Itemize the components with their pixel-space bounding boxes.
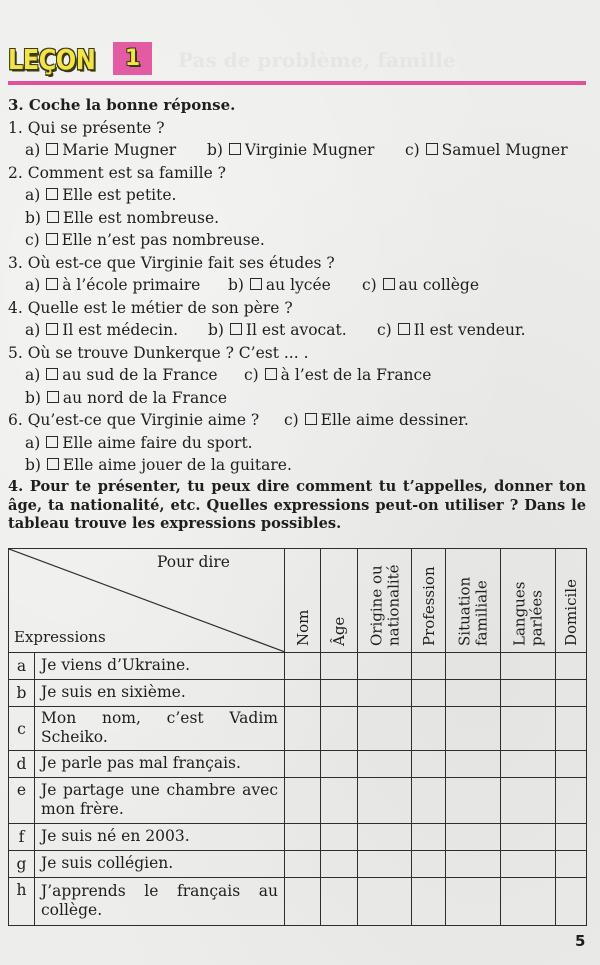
answer-cell[interactable] (556, 653, 587, 680)
option-letter: a) (25, 433, 41, 452)
exercise-4-instruction: 4. Pour te présenter, tu peux dire comment tu t’appelles, donner ton âge, ta nationalité, etc. Quelles expressions peut-on utiliser ? Dans le tableau trouve les expressions possibles. (8, 478, 586, 532)
checkbox-icon[interactable] (426, 143, 438, 155)
option-letter: a) (25, 276, 41, 294)
answer-cell[interactable] (446, 707, 501, 751)
option-1a[interactable] (25, 139, 176, 162)
answer-cell[interactable] (285, 878, 321, 926)
option-3a[interactable] (25, 274, 200, 297)
answer-cell[interactable] (358, 751, 412, 778)
table-row (9, 824, 587, 851)
option-2c[interactable] (8, 229, 590, 252)
option-5b[interactable] (8, 387, 590, 410)
column-header-label (368, 564, 401, 646)
answer-cell[interactable] (412, 653, 446, 680)
corner-label-expressions: Expressions (14, 628, 106, 646)
option-letter: c) (362, 276, 377, 294)
option-3c[interactable] (362, 274, 479, 297)
option-letter: b) (25, 208, 41, 227)
checkbox-icon[interactable] (46, 143, 58, 155)
table-row (9, 878, 587, 926)
option-letter: a) (25, 321, 41, 339)
question-3: 3. Où est-ce que Virginie fait ses études ? (8, 253, 335, 272)
answer-cell[interactable] (358, 851, 412, 878)
option-2a[interactable] (8, 184, 590, 207)
answer-cell[interactable] (321, 824, 358, 851)
answer-cell[interactable] (501, 680, 556, 707)
row-expression: Mon nom, c’est Vadim Scheiko. (35, 707, 285, 751)
answer-cell[interactable] (501, 751, 556, 778)
row-letter: a (9, 653, 35, 680)
checkbox-icon[interactable] (47, 211, 59, 223)
option-text: au nord de la France (62, 388, 228, 407)
question-5-options-row1 (8, 364, 590, 387)
option-text: au lycée (265, 276, 331, 294)
answer-cell[interactable] (321, 653, 358, 680)
option-text: à l’école primaire (62, 276, 201, 294)
option-letter: c) (25, 231, 40, 249)
column-header-line: Situation (455, 576, 474, 646)
checkbox-icon[interactable] (47, 458, 59, 470)
checkbox-icon[interactable] (229, 143, 241, 155)
row-letter: h (9, 878, 35, 926)
question-2: 2. Comment est sa famille ? (8, 163, 226, 182)
checkbox-icon[interactable] (46, 188, 58, 200)
answer-cell[interactable] (321, 851, 358, 878)
answer-cell[interactable] (285, 653, 321, 680)
question-6-row (8, 409, 590, 432)
column-header-label: Profession (419, 566, 438, 646)
column-header-label (512, 582, 545, 646)
answer-cell[interactable] (321, 778, 358, 824)
expressions-table (8, 548, 587, 926)
option-text: à l’est de la France (280, 366, 432, 384)
row-expression: Je suis né en 2003. (35, 824, 285, 851)
answer-cell[interactable] (556, 751, 587, 778)
option-3b[interactable] (228, 274, 331, 297)
row-letter: e (9, 778, 35, 824)
answer-cell[interactable] (501, 653, 556, 680)
answer-cell[interactable] (412, 878, 446, 926)
answer-cell[interactable] (358, 653, 412, 680)
checkbox-icon[interactable] (265, 368, 277, 380)
answer-cell[interactable] (285, 824, 321, 851)
answer-cell[interactable] (285, 680, 321, 707)
answer-cell[interactable] (556, 707, 587, 751)
option-text: Il est avocat. (245, 321, 347, 339)
option-4b[interactable] (208, 319, 347, 342)
answer-cell[interactable] (321, 680, 358, 707)
corner-label-pour-dire: Pour dire (157, 553, 230, 571)
option-2b[interactable] (8, 207, 590, 230)
answer-cell[interactable] (285, 778, 321, 824)
checkbox-icon[interactable] (46, 368, 58, 380)
option-letter: b) (25, 456, 41, 474)
answer-cell[interactable] (501, 707, 556, 751)
corner-header-cell (9, 549, 285, 653)
answer-cell[interactable] (501, 778, 556, 824)
option-letter: c) (244, 366, 259, 384)
column-header-domicile (556, 549, 587, 653)
column-header-label: Nom (293, 609, 312, 646)
row-letter: b (9, 680, 35, 707)
question-4: 4. Quelle est le métier de son père ? (8, 298, 293, 317)
answer-cell[interactable] (358, 878, 412, 926)
checkbox-icon[interactable] (305, 413, 317, 425)
answer-cell[interactable] (501, 878, 556, 926)
option-letter: b) (228, 276, 244, 294)
answer-cell[interactable] (321, 707, 358, 751)
option-letter: a) (25, 141, 41, 159)
answer-cell[interactable] (412, 707, 446, 751)
column-header-line: nationalité (383, 564, 402, 646)
checkbox-icon[interactable] (46, 233, 58, 245)
question-4-options (8, 319, 590, 342)
exercise-3-title: 3. Coche la bonne réponse. (8, 96, 236, 114)
checkbox-icon[interactable] (46, 436, 58, 448)
option-6b[interactable] (8, 454, 590, 477)
answer-cell[interactable] (501, 824, 556, 851)
row-expression: Je viens d’Ukraine. (35, 653, 285, 680)
column-header-line: Origine ou (367, 565, 385, 646)
question-1-options (8, 139, 590, 162)
answer-cell[interactable] (556, 680, 587, 707)
row-expression: Je suis en sixième. (35, 680, 285, 707)
column-header-age (321, 549, 358, 653)
column-header-line: parlées (527, 590, 545, 646)
option-1b[interactable] (207, 139, 374, 162)
option-5a[interactable] (25, 364, 218, 387)
answer-cell[interactable] (285, 707, 321, 751)
checkbox-icon[interactable] (47, 391, 59, 403)
table-row (9, 680, 587, 707)
answer-cell[interactable] (412, 751, 446, 778)
option-6a[interactable] (8, 432, 590, 455)
row-letter: d (9, 751, 35, 778)
column-header-line: familiale (472, 580, 490, 646)
answer-cell[interactable] (501, 851, 556, 878)
option-1c[interactable] (405, 139, 568, 162)
answer-cell[interactable] (358, 680, 412, 707)
table-row (9, 653, 587, 680)
table-row (9, 851, 587, 878)
column-header-label: Domicile (562, 579, 580, 646)
answer-cell[interactable] (556, 851, 587, 878)
exercise-3 (8, 94, 590, 477)
lesson-header (8, 42, 588, 76)
column-header-origine (358, 549, 412, 653)
question-3-options (8, 274, 590, 297)
lesson-number-badge: 1 (113, 42, 152, 75)
option-letter: c) (377, 321, 392, 339)
answer-cell[interactable] (556, 878, 587, 926)
option-4c[interactable] (377, 319, 526, 342)
column-header-profession (412, 549, 446, 653)
table-header-row (9, 549, 587, 653)
answer-cell[interactable] (285, 851, 321, 878)
option-text: Il est médecin. (62, 321, 179, 339)
table-row (9, 778, 587, 824)
option-letter: b) (207, 141, 223, 159)
option-letter: c) (405, 141, 420, 159)
question-1: 1. Qui se présente ? (8, 118, 165, 137)
option-text: Samuel Mugner (441, 141, 568, 159)
option-letter: b) (25, 388, 41, 407)
option-letter: a) (25, 366, 41, 384)
answer-cell[interactable] (446, 824, 501, 851)
checkbox-icon[interactable] (46, 278, 58, 290)
answer-cell[interactable] (446, 778, 501, 824)
lesson-label: LEÇON (8, 43, 96, 77)
column-header-nom (285, 549, 321, 653)
option-text: Elle aime faire du sport. (62, 433, 253, 452)
answer-cell[interactable] (412, 824, 446, 851)
option-text: Virginie Mugner (244, 141, 375, 159)
answer-cell[interactable] (321, 878, 358, 926)
answer-cell[interactable] (321, 751, 358, 778)
row-expression: Je parle pas mal français. (35, 751, 285, 778)
answer-cell[interactable] (358, 778, 412, 824)
answer-cell[interactable] (412, 680, 446, 707)
checkbox-icon[interactable] (398, 323, 410, 335)
option-text: au collège (398, 276, 480, 294)
row-letter: c (9, 707, 35, 751)
page-number: 5 (575, 932, 586, 950)
question-6: 6. Qu’est-ce que Virginie aime ? (8, 411, 260, 429)
header-divider (8, 81, 586, 85)
bleed-through-title: Pas de problème, famille (178, 48, 456, 72)
checkbox-icon[interactable] (46, 323, 58, 335)
column-header-label (457, 577, 490, 646)
row-letter: g (9, 851, 35, 878)
option-text: Elle aime dessiner. (320, 411, 469, 429)
option-5c[interactable] (244, 364, 431, 387)
answer-cell[interactable] (446, 878, 501, 926)
checkbox-icon[interactable] (230, 323, 242, 335)
answer-cell[interactable] (412, 851, 446, 878)
option-text: Elle est petite. (62, 186, 177, 204)
option-text: Elle est nombreuse. (62, 208, 220, 227)
column-header-line: Langues (510, 581, 529, 646)
question-5: 5. Où se trouve Dunkerque ? C’est ... . (8, 343, 309, 362)
answer-cell[interactable] (446, 653, 501, 680)
column-header-situation (446, 549, 501, 653)
option-text: Elle aime jouer de la guitare. (62, 456, 292, 474)
column-header-label: Âge (330, 616, 348, 646)
answer-cell[interactable] (446, 680, 501, 707)
answer-cell[interactable] (285, 751, 321, 778)
row-expression: Je partage une chambre avec mon frère. (35, 778, 285, 824)
option-text: Il est vendeur. (413, 321, 526, 339)
checkbox-icon[interactable] (383, 278, 395, 290)
option-text: Marie Mugner (62, 141, 177, 159)
table-row (9, 751, 587, 778)
answer-cell[interactable] (556, 824, 587, 851)
option-6c[interactable] (284, 409, 469, 432)
table-row (9, 707, 587, 751)
option-letter: b) (208, 321, 224, 339)
checkbox-icon[interactable] (250, 278, 262, 290)
option-text: Elle n’est pas nombreuse. (61, 231, 265, 249)
answer-cell[interactable] (358, 824, 412, 851)
answer-cell[interactable] (446, 851, 501, 878)
answer-cell[interactable] (446, 751, 501, 778)
option-letter: a) (25, 186, 41, 204)
row-expression: Je suis collégien. (35, 851, 285, 878)
answer-cell[interactable] (556, 778, 587, 824)
column-header-langues (501, 549, 556, 653)
answer-cell[interactable] (412, 778, 446, 824)
row-letter: f (9, 824, 35, 851)
answer-cell[interactable] (358, 707, 412, 751)
option-letter: c) (284, 411, 299, 429)
option-text: au sud de la France (62, 366, 218, 384)
row-expression: J’apprends le français au collège. (35, 878, 285, 926)
option-4a[interactable] (25, 319, 178, 342)
